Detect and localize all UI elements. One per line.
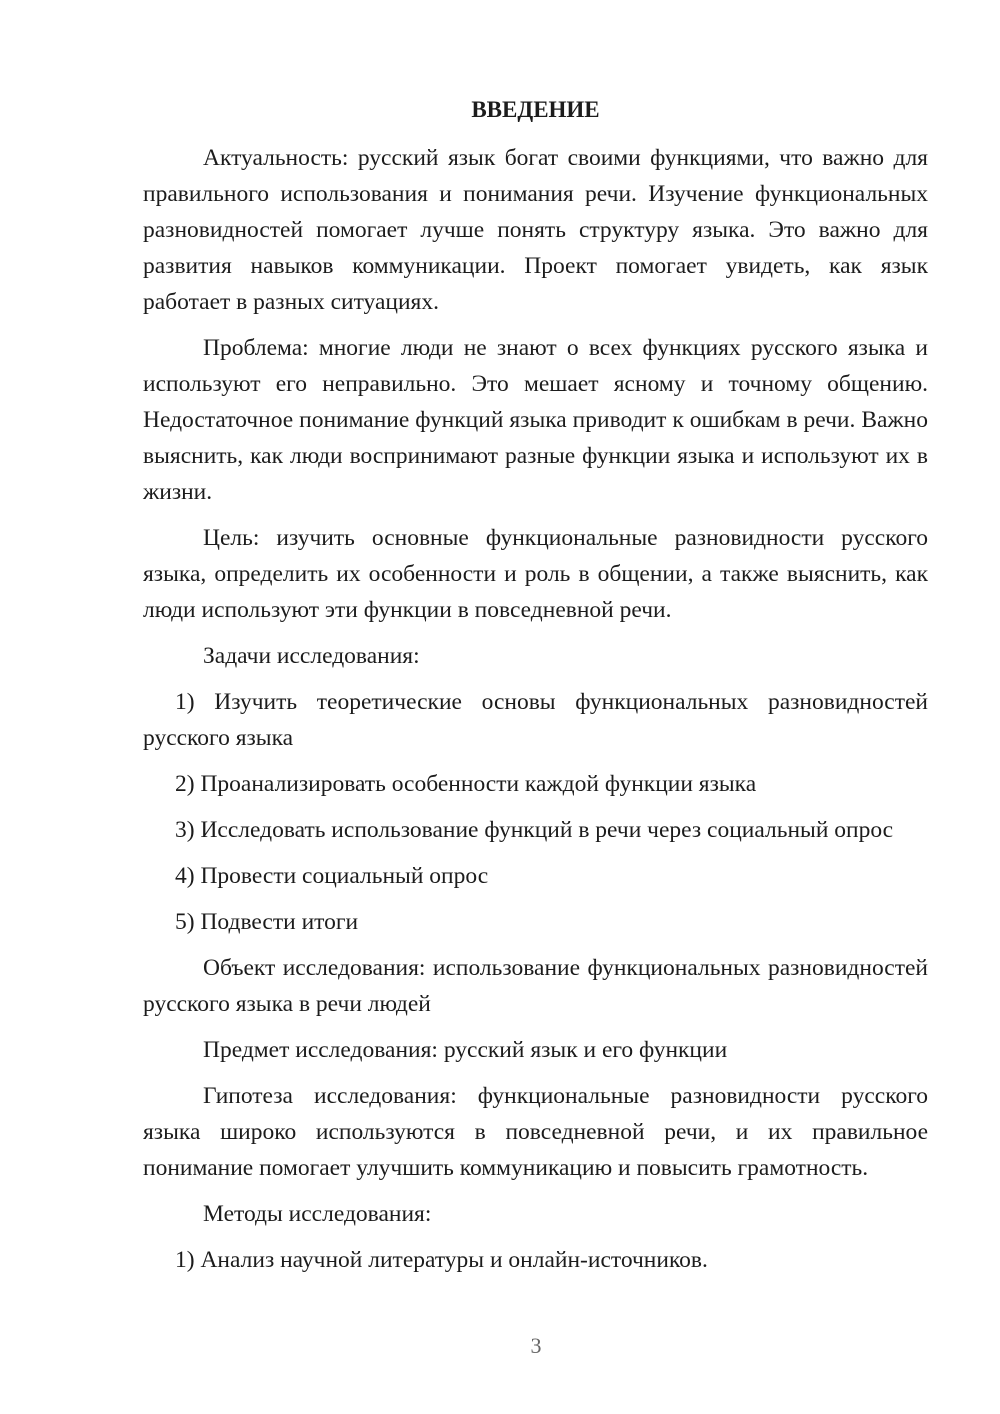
relevance-paragraph: Актуальность: русский язык богат своими функциями, что важно для правильного использования и понимания речи. Изучение функциональных разновидностей помогает лучше понять структуру языка. Это важно для развития навыков коммуникации. Проект помогает увидеть, как язык работает в разных ситуациях.: [143, 145, 928, 315]
task-item-3: 3) Исследовать использование функций в речи через социальный опрос: [175, 817, 894, 843]
subject-paragraph: Предмет исследования: русский язык и его функции: [203, 1037, 728, 1063]
task-item-5: 5) Подвести итоги: [175, 909, 359, 935]
document-page: [143, 95, 928, 1288]
tasks-heading: Задачи исследования:: [203, 643, 420, 669]
object-paragraph: Объект исследования: использование функциональных разновидностей русского языка в речи людей: [143, 955, 928, 1017]
task-item-1: 1) Изучить теоретические основы функциональных разновидностей русского языка: [143, 689, 928, 751]
hypothesis-paragraph: Гипотеза исследования: функциональные разновидности русского языка широко используются в повседневной речи, и их правильное понимание помогает улучшить коммуникацию и повысить грамотность.: [143, 1083, 928, 1181]
goal-paragraph: Цель: изучить основные функциональные разновидности русского языка, определить их особенности и роль в общении, а также выяснить, как люди используют эти функции в повседневной речи.: [143, 525, 928, 623]
task-item-2: 2) Проанализировать особенности каждой функции языка: [175, 771, 757, 797]
method-item-1: 1) Анализ научной литературы и онлайн-источников.: [175, 1247, 708, 1273]
page-number: 3: [530, 1333, 542, 1358]
problem-paragraph: Проблема: многие люди не знают о всех функциях русского языка и используют его неправильно. Это мешает ясному и точному общению. Недостаточное понимание функций языка приводит к ошибкам в речи. Важно выяснить, как люди воспринимают разные функции языка и используют их в жизни.: [143, 335, 928, 505]
task-item-4: 4) Провести социальный опрос: [175, 863, 489, 889]
methods-heading: Методы исследования:: [203, 1201, 432, 1227]
document-title: ВВЕДЕНИЕ: [471, 97, 600, 122]
